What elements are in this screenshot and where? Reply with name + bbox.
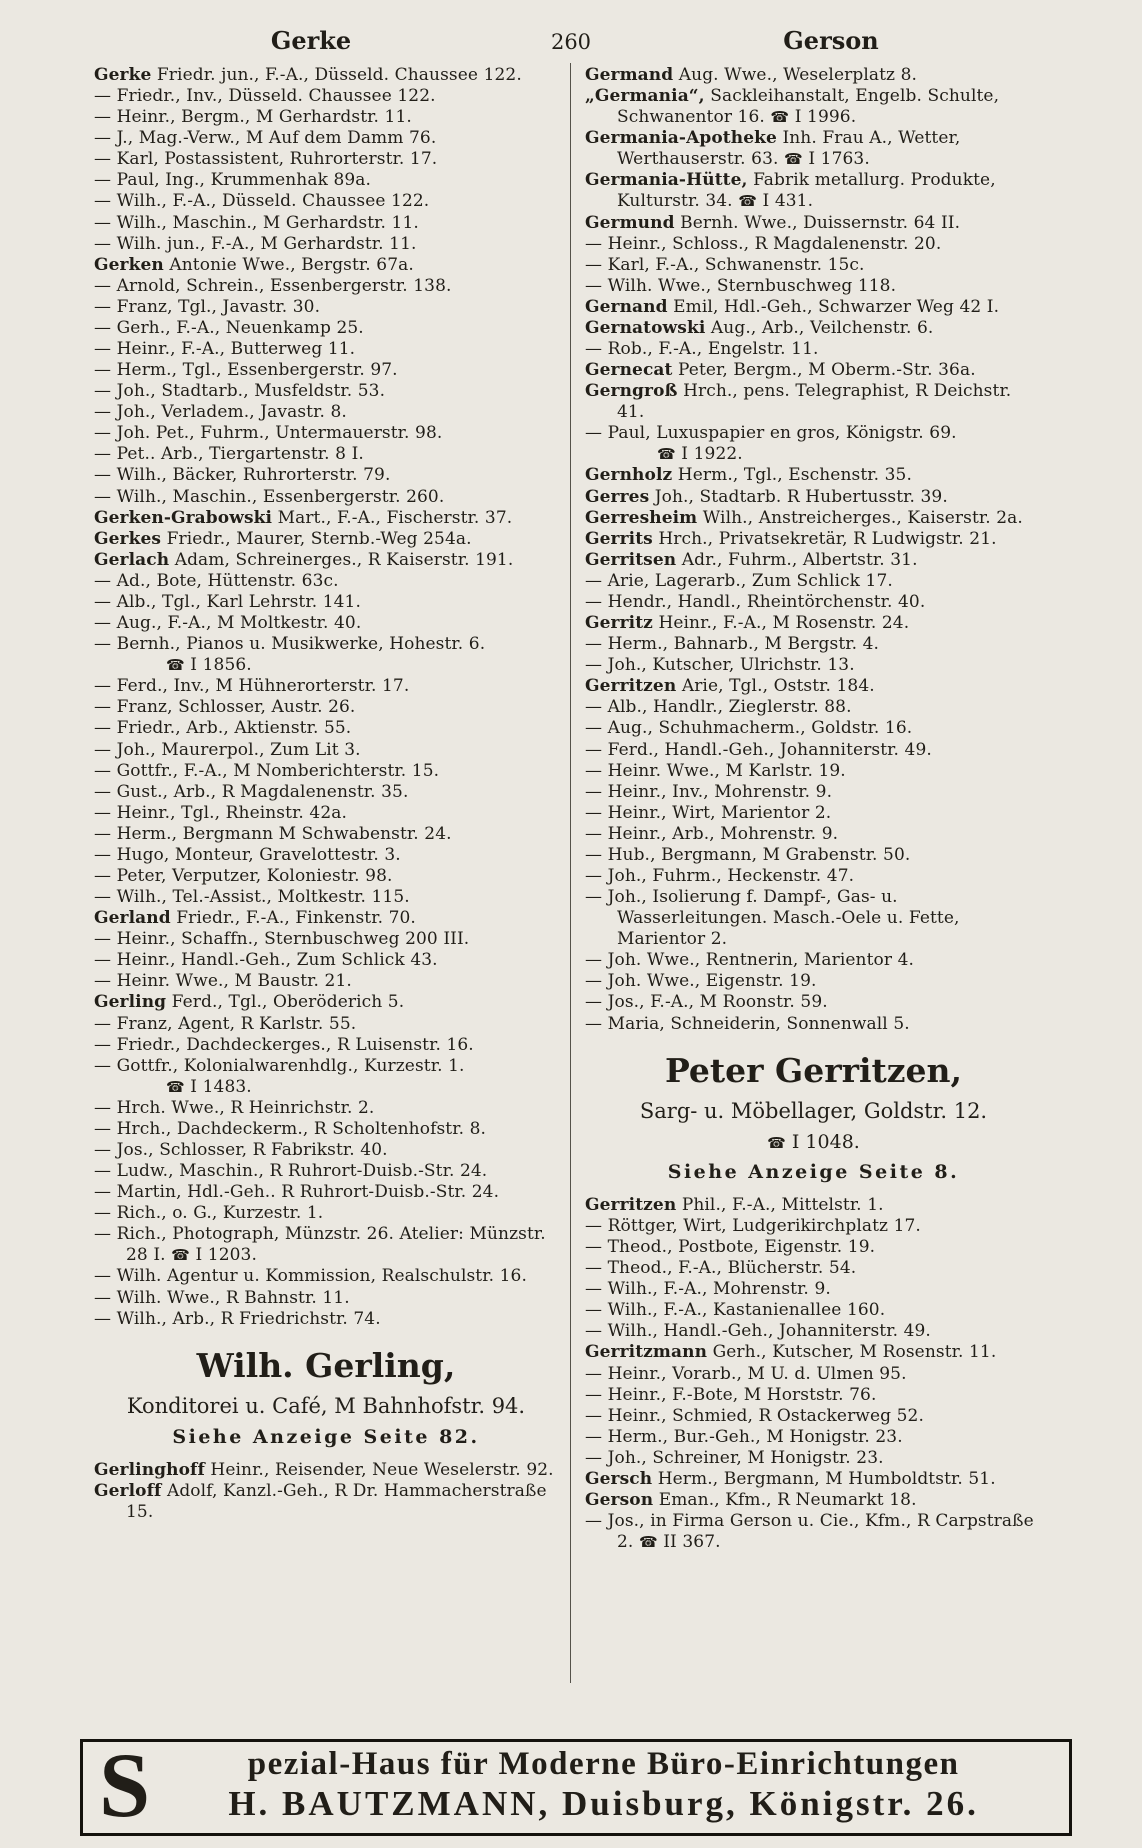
directory-entry: — Gottfr., F.-A., M Nomberichterstr. 15. [94,760,440,781]
directory-entry: — Rich., o. G., Kurzestr. 1. [94,1203,324,1224]
phone-icon: ☎ [767,1133,786,1152]
directory-entry: — Wilh. Wwe., Sternbuschweg 118. [585,275,897,296]
directory-entry: — Karl, F.-A., Schwanenstr. 15c. [585,254,865,275]
entry-surname: Gernecat [585,360,673,381]
entry-surname: Gerritzen [585,676,677,697]
directory-entry: — Friedr., Inv., Düsseld. Chaussee 122. [94,86,436,107]
directory-entry: — Wilh., Handl.-Geh., Johanniterstr. 49. [585,1321,931,1342]
directory-entry: — Wilh. jun., F.-A., M Gerhardstr. 11. [94,233,417,254]
directory-entry: — Wilh., Arb., R Friedrichstr. 74. [94,1308,381,1329]
directory-entry: — Ferd., Inv., M Hühnerorterstr. 17. [94,676,410,697]
display-ad [589,1050,1038,1183]
directory-entry: — Jos., F.-A., M Roonstr. 59. [585,992,828,1013]
directory-entry: — Franz, Agent, R Karlstr. 55. [94,1013,357,1034]
entry-surname: Germand [585,65,674,85]
directory-entry: — Friedr., Arb., Aktienstr. 55. [94,718,352,739]
directory-entry: Gerresheim Wilh., Anstreicherges., Kaiserstr. 2a. [585,507,1023,528]
directory-entry: — Joh., Maurerpol., Zum Lit 3. [94,739,361,760]
banner-text [154,1746,1053,1824]
directory-entry: — Heinr. Wwe., M Karlstr. 19. [585,760,846,781]
directory-entry: Gerling Ferd., Tgl., Oberöderich 5. [94,992,405,1013]
ad-note: Siehe Anzeige Seite 82. [172,1425,480,1448]
phone-icon: ☎ [166,1077,185,1096]
entry-surname: Gerritsen [585,549,677,570]
entry-surname: Germania-Apotheke [585,128,777,149]
directory-entry: — Heinr., F.-A., Butterweg 11. [94,339,356,360]
column-left-entries [88,63,571,1683]
directory-entry: — Arie, Lagerarb., Zum Schlick 17. [585,570,893,591]
directory-entry: — Theod., F.-A., Blücherstr. 54. [585,1258,857,1279]
entry-surname: Gerke [94,65,152,85]
directory-entry: Gerson Eman., Kfm., R Neumarkt 18. [585,1489,917,1510]
directory-entry: — Heinr., Vorarb., M U. d. Ulmen 95. [585,1363,907,1384]
directory-entry: Gernatowski Aug., Arb., Veilchenstr. 6. [585,317,934,338]
directory-entry: — Heinr., Schmied, R Ostackerweg 52. [585,1405,924,1426]
entry-surname: Gernholz [585,465,673,486]
directory-entry: — Joh. Wwe., Rentnerin, Marientor 4. [585,950,915,971]
directory-entry: Gernecat Peter, Bergm., M Oberm.-Str. 36a. [585,360,976,381]
directory-entry: — Joh., Isolierung f. Dampf-, Gas- u. Wasserleitungen. Masch.-Oele u. Fette, Marientor 2. [585,887,960,950]
directory-entry: — Wilh., Tel.-Assist., Moltkestr. 115. [94,887,410,908]
directory-entry: — Peter, Verputzer, Koloniestr. 98. [94,865,393,886]
directory-entry: Germania-Hütte, Fabrik metallurg. Produkte, Kulturstr. 34. ☎ I 431. [585,170,996,212]
directory-entry: — Heinr., Bergm., M Gerhardstr. 11. [94,107,412,128]
entry-surname: Gerken-Grabowski [94,507,273,528]
directory-entry: — Rob., F.-A., Engelstr. 11. [585,339,819,360]
entry-surname: Gersch [585,1468,653,1489]
directory-entry: Germund Bernh. Wwe., Duissernstr. 64 II. [585,212,961,233]
directory-entry: Gerkes Friedr., Maurer, Sternb.-Weg 254a. [94,528,472,549]
directory-entry: — Paul, Ing., Krummenhak 89a. [94,170,372,191]
directory-entry: — Ad., Bote, Hüttenstr. 63c. [94,570,339,591]
directory-entry: — Wilh., Maschin., Essenbergerstr. 260. [94,486,445,507]
directory-entry: — Heinr., Arb., Mohrenstr. 9. [585,823,839,844]
ad-line: Sarg- u. Möbellager, Goldstr. 12. [639,1098,988,1123]
directory-entry: — Herm., Tgl., Essenbergerstr. 97. [94,360,398,381]
entry-surname: Gernatowski [585,317,706,338]
directory-entry: — Gerh., F.-A., Neuenkamp 25. [94,317,364,338]
entry-surname: Gernand [585,296,668,317]
entry-surname: Gerritz [585,613,653,634]
directory-entry: Gernholz Herm., Tgl., Eschenstr. 35. [585,465,912,486]
page-header [96,0,1046,55]
directory-entry: — Heinr., Wirt, Marientor 2. [585,802,832,823]
directory-entry: Gerres Joh., Stadtarb. R Hubertusstr. 39. [585,486,948,507]
directory-entry: — Gottfr., Kolonialwarenhdlg., Kurzestr. 1. [94,1055,465,1076]
bottom-ad-banner [80,1733,1072,1836]
directory-entry: — Alb., Tgl., Karl Lehrstr. 141. [94,591,361,612]
directory-entry: — Hub., Bergmann, M Grabenstr. 50. [585,844,911,865]
phone-icon: ☎ [784,150,803,169]
directory-entry: — Herm., Bahnarb., M Bergstr. 4. [585,634,880,655]
ad-title: Wilh. Gerling, [196,1345,456,1385]
directory-entry: Gerlach Adam, Schreinerges., R Kaiserstr. 191. [94,549,514,570]
directory-entry: — Hugo, Monteur, Gravelottestr. 3. [94,844,401,865]
directory-entry: — Karl, Postassistent, Ruhrorterstr. 17. [94,149,438,170]
directory-entry: — Wilh., Bäcker, Ruhrorterstr. 79. [94,465,391,486]
directory-entry: Gerritzen Phil., F.-A., Mittelstr. 1. [585,1194,884,1215]
directory-entry: Germand Aug. Wwe., Weselerplatz 8. [585,65,917,85]
directory-entry: — Herm., Bur.-Geh., M Honigstr. 23. [585,1426,903,1447]
ad-note: Siehe Anzeige Seite 8. [667,1160,960,1183]
ad-title: Peter Gerritzen, [665,1050,962,1090]
directory-entry: — Hendr., Handl., Rheintörchenstr. 40. [585,591,926,612]
directory-entry: Gerloff Adolf, Kanzl.-Geh., R Dr. Hammacherstraße 15. [94,1481,547,1523]
directory-entry: — Joh. Wwe., Eigenstr. 19. [585,971,817,992]
entry-surname: Gerrits [585,528,653,549]
directory-entry: — Joh., Kutscher, Ulrichstr. 13. [585,655,855,676]
directory-entry: Gerritz Heinr., F.-A., M Rosenstr. 24. [585,613,910,634]
directory-entry: Gerritsen Adr., Fuhrm., Albertstr. 31. [585,549,918,570]
entry-surname: Gerritzen [585,1194,677,1215]
directory-entry: Gerken-Grabowski Mart., F.-A., Fischerstr. 37. [94,507,513,528]
phone-icon: ☎ [171,1246,190,1265]
entry-surname: Gerland [94,908,171,929]
directory-entry: — Maria, Schneiderin, Sonnenwall 5. [585,1013,910,1034]
header-guide-word-left: Gerke [270,26,352,55]
entry-surname: Germund [585,212,675,233]
directory-entry: — Aug., F.-A., M Moltkestr. 40. [94,613,362,634]
entry-surname: Gerlach [94,549,170,570]
phone-icon: ☎ [166,656,185,675]
page-number: 260 [550,30,592,54]
phone-icon: ☎ [770,108,790,127]
directory-entry: Gerritzmann Gerh., Kutscher, M Rosenstr. 11. [585,1342,997,1363]
directory-entry: — Arnold, Schrein., Essenbergerstr. 138. [94,275,452,296]
directory-entry: — Gust., Arb., R Magdalenenstr. 35. [94,781,409,802]
entry-surname: Gerken [94,254,164,275]
directory-entry: — Franz, Schlosser, Austr. 26. [94,697,356,718]
banner-line2: H. BAUTZMANN, Duisburg, Königstr. 26. [228,1783,979,1823]
directory-entry: — Heinr. Wwe., M Baustr. 21. [94,971,352,992]
entry-surname: Gerkes [94,528,162,549]
directory-entry: Gerken Antonie Wwe., Bergstr. 67a. [94,254,414,275]
directory-entry: — Hrch. Wwe., R Heinrichstr. 2. [94,1097,375,1118]
entry-surname: Gerres [585,486,650,507]
directory-entry: — Paul, Luxuspapier en gros, Königstr. 69. [585,423,957,444]
entry-surname: Gerresheim [585,507,698,528]
directory-entry: „Germania“, Sackleihanstalt, Engelb. Schulte, Schwanentor 16. ☎ I 1996. [585,86,1000,128]
entry-surname: Gerlinghoff [94,1459,205,1480]
directory-entry: — Ludw., Maschin., R Ruhrort-Duisb.-Str. 24. [94,1161,488,1182]
phone-line: ☎ I 1856. [166,655,252,676]
column-right-entries [571,63,1054,1553]
phone-line: ☎ I 1483. [166,1076,252,1097]
directory-entry: — Jos., Schlosser, R Fabrikstr. 40. [94,1139,388,1160]
directory-entry: — Alb., Handlr., Zieglerstr. 88. [585,697,852,718]
ad-phone: ☎ I 1048. [767,1130,860,1153]
directory-entry: — Herm., Bergmann M Schwabenstr. 24. [94,823,452,844]
directory-entry: — Joh. Pet., Fuhrm., Untermauerstr. 98. [94,423,443,444]
directory-entry: — Röttger, Wirt, Ludgerikirchplatz 17. [585,1215,921,1236]
directory-entry: Gerke Friedr. jun., F.-A., Düsseld. Chaussee 122. [94,65,522,85]
directory-entry: — Jos., in Firma Gerson u. Cie., Kfm., R Carpstraße 2. ☎ II 367. [585,1511,1034,1553]
directory-entry: — Heinr., Handl.-Geh., Zum Schlick 43. [94,950,438,971]
phone-line: ☎ I 1922. [657,444,743,465]
directory-entry: — J., Mag.-Verw., M Auf dem Damm 76. [94,128,437,149]
directory-entry: — Martin, Hdl.-Geh.. R Ruhrort-Duisb.-Str. 24. [94,1182,500,1203]
directory-entry: — Heinr., Tgl., Rheinstr. 42a. [94,802,348,823]
entry-surname: Germania-Hütte, [585,170,748,191]
directory-entry: Germania-Apotheke Inh. Frau A., Wetter, Werthauserstr. 63. ☎ I 1763. [585,128,961,170]
directory-entry: — Rich., Photograph, Münzstr. 26. Atelier: Münzstr. 28 I. ☎ I 1203. [94,1224,546,1266]
directory-entry: — Aug., Schuhmacherm., Goldstr. 16. [585,718,913,739]
entry-surname: Gerling [94,992,167,1013]
directory-entry: Gerrits Hrch., Privatsekretär, R Ludwigstr. 21. [585,528,997,549]
banner-line1: pezial-Haus für Moderne Büro-Einrichtungen [247,1745,960,1782]
directory-entry: — Joh., Stadtarb., Musfeldstr. 53. [94,381,386,402]
banner-drop-cap: S [99,1733,151,1836]
phone-icon: ☎ [638,1533,658,1552]
entry-surname: Gerson [585,1489,654,1510]
directory-entry: — Joh., Schreiner, M Honigstr. 23. [585,1447,884,1468]
directory-entry: Gerritzen Arie, Tgl., Oststr. 184. [585,676,875,697]
directory-entry: — Franz, Tgl., Javastr. 30. [94,296,321,317]
directory-entry: Gersch Herm., Bergmann, M Humboldtstr. 51. [585,1468,996,1489]
header-guide-word-right: Gerson [783,26,879,55]
ad-line: Konditorei u. Café, M Bahnhofstr. 94. [126,1393,526,1418]
directory-entry: — Heinr., F.-Bote, M Horststr. 76. [585,1384,877,1405]
phone-icon: ☎ [657,445,676,464]
entry-surname: Gerritzmann [585,1342,708,1363]
directory-entry: — Joh., Verladem., Javastr. 8. [94,402,347,423]
phone-icon: ☎ [738,192,757,211]
directory-entry: — Wilh., F.-A., Düsseld. Chaussee 122. [94,191,430,212]
directory-entry: — Heinr., Schaffn., Sternbuschweg 200 III. [94,929,470,950]
directory-entry: — Wilh., F.-A., Mohrenstr. 9. [585,1279,831,1300]
directory-entry: — Heinr., Schloss., R Magdalenenstr. 20. [585,233,942,254]
directory-entry: — Ferd., Handl.-Geh., Johanniterstr. 49. [585,739,932,760]
directory-entry: — Wilh. Agentur u. Kommission, Realschulstr. 16. [94,1266,527,1287]
directory-entry: — Hrch., Dachdeckerm., R Scholtenhofstr. 8. [94,1118,487,1139]
directory-columns [88,63,1054,1683]
directory-entry: — Wilh., Maschin., M Gerhardstr. 11. [94,212,419,233]
directory-entry: — Joh., Fuhrm., Heckenstr. 47. [585,865,855,886]
directory-entry: — Wilh., F.-A., Kastanienallee 160. [585,1300,886,1321]
directory-entry: Gernand Emil, Hdl.-Geh., Schwarzer Weg 42 I. [585,296,1000,317]
display-ad [98,1345,554,1448]
directory-entry: Gerngroß Hrch., pens. Telegraphist, R Deichstr. 41. [585,381,1012,423]
directory-entry: — Bernh., Pianos u. Musikwerke, Hohestr. 6. [94,634,486,655]
directory-entry: — Pet.. Arb., Tiergartenstr. 8 I. [94,444,364,465]
directory-entry: — Heinr., Inv., Mohrenstr. 9. [585,781,833,802]
directory-entry: Gerlinghoff Heinr., Reisender, Neue Weselerstr. 92. [94,1459,554,1480]
directory-entry: — Theod., Postbote, Eigenstr. 19. [585,1237,876,1258]
directory-entry: — Wilh. Wwe., R Bahnstr. 11. [94,1287,350,1308]
entry-surname: „Germania“, [585,86,705,107]
directory-entry: — Friedr., Dachdeckerges., R Luisenstr. 16. [94,1034,474,1055]
directory-entry: Gerland Friedr., F.-A., Finkenstr. 70. [94,908,416,929]
entry-surname: Gerngroß [585,381,678,402]
entry-surname: Gerloff [94,1481,162,1502]
